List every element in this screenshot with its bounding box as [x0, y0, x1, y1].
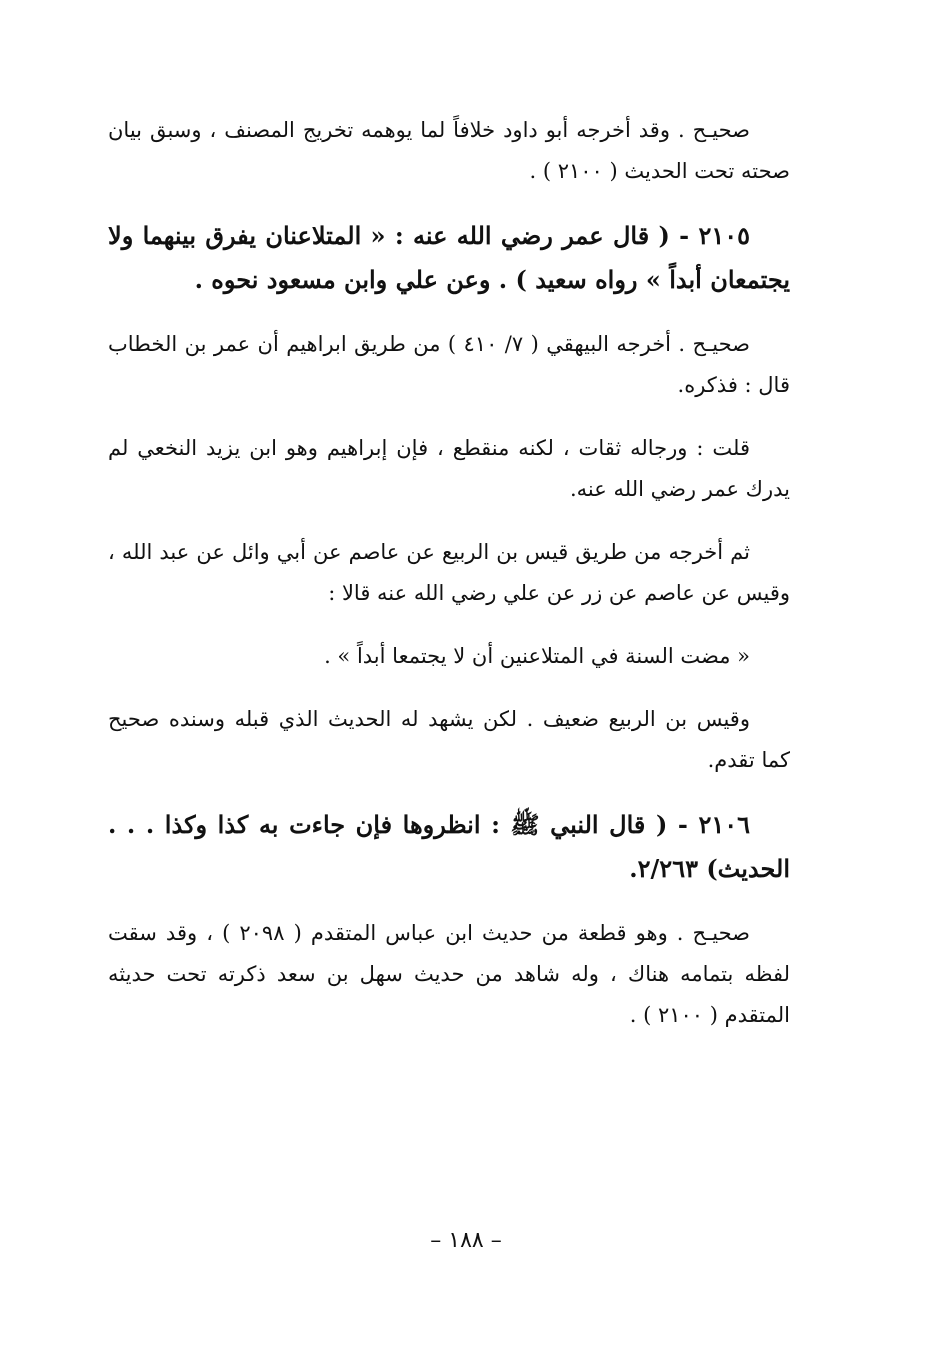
- page-body: [108, 110, 790, 1058]
- commentary-paragraph-1: قلت : ورجاله ثقات ، لكنه منقطع ، فإن إبراهيم وهو ابن يزيد النخعي لم يدرك عمر رضي الله عنه.: [108, 436, 790, 501]
- takhrij-paragraph-3: صحيـح . وهو قطعة من حديث ابن عباس المتقدم ( ٢٠٩٨ ) ، وقد سقت لفظه بتمامه هناك ، وله شاهد من حديث سهل بن سعد ذكرته تحت حديثه المتقدم ( ٢١٠٠ ) .: [108, 921, 790, 1027]
- commentary-paragraph-2: ثم أخرجه من طريق قيس بن الربيع عن عاصم عن أبي وائل عن عبد الله ، وقيس عن عاصم عن زر عن علي رضي الله عنه قالا :: [108, 540, 790, 605]
- quoted-narration: « مضت السنة في المتلاعنين أن لا يجتمعا أبداً » .: [324, 644, 750, 668]
- page-number: – ١٨٨ –: [430, 1228, 502, 1253]
- commentary-paragraph-3: وقيس بن الربيع ضعيف . لكن يشهد له الحديث الذي قبله وسنده صحيح كما تقدم.: [108, 707, 790, 772]
- hadith-2105: ٢١٠٥ - ( قال عمر رضي الله عنه : « المتلاعنان يفرق بينهما ولا يجتمعان أبداً » رواه سعيد ) . وعن علي وابن مسعود نحوه .: [108, 221, 790, 294]
- takhrij-paragraph-2: صحيـح . أخرجه البيهقي ( ٧/ ٤١٠ ) من طريق ابراهيم أن عمر بن الخطاب قال : فذكره.: [108, 332, 790, 397]
- hadith-2106: ٢١٠٦ - ( قال النبي ﷺ : انظروها فإن جاءت به كذا وكذا . . . الحديث) ٢/٢٦٣.: [108, 810, 790, 883]
- takhrij-paragraph-1: صحيـح . وقد أخرجه أبو داود خلافاً لما يوهمه تخريج المصنف ، وسبق بيان صحته تحت الحديث ( ٢١٠٠ ) .: [108, 118, 790, 183]
